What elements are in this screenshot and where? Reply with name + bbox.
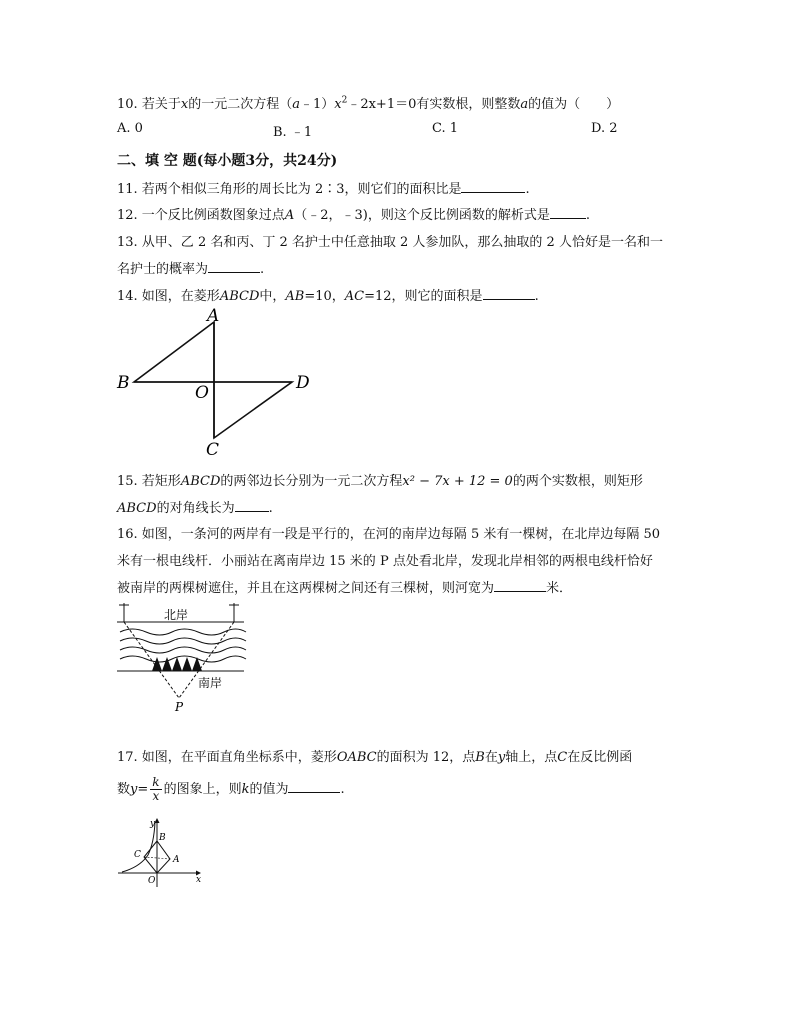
q16-answer-blank [494,579,546,592]
river-waves [120,629,246,662]
q17-text-d: 轴上，点 [505,750,558,765]
label-b: B [159,833,166,843]
label-o: O [195,383,209,403]
q10-number: 10. [117,97,138,112]
q17-line2 [117,776,345,803]
coordinate-figure [112,815,207,890]
q17-text-f: 数 [117,782,131,797]
q15-var2: ABCD [117,501,157,516]
q14-text-d: =12，则它的面积是 [364,289,483,304]
q17-text-a: 17. 如图，在平面直角坐标系中，菱形 [117,750,337,765]
q16-line3-text: 被南岸的两棵树遮住，并且在这两棵树之间还有三棵树，则河宽为 [117,581,495,596]
label-b: B [117,373,130,393]
q10-option-d: D. 2 [591,121,618,136]
q16-line1: 16. 如图，一条河的两岸有一段是平行的，在河的南岸边每隔 5 米有一棵树，在北岸边每隔 50 [117,527,661,542]
q14-var2: AB [285,289,305,304]
trees [152,657,202,671]
q10-text-b: 的一元二次方程（ [188,97,293,112]
label-x: x [196,875,202,885]
q10-stem [117,93,619,112]
q10-var-x: x [180,97,189,112]
q12-end: . [585,208,590,223]
q14-text-a: 14. 如图，在菱形 [117,289,220,304]
label-o: O [148,876,156,886]
q11-answer-blank [461,180,525,193]
q14-text-b: 中， [259,289,286,304]
q12-text-a: 12. 一个反比例函数图象过点 [117,208,285,223]
q17-var4: C [557,750,568,765]
fraction-numerator: k [152,775,160,789]
south-bank-label: 南岸 [198,676,223,690]
q17-text-c: 在 [484,750,498,765]
pole-left [119,603,129,622]
q12-text-b: （﹣2，﹣3)，则这个反比例函数的解析式是 [294,208,550,223]
q15-equation: x² − 7x + 12 = 0 [402,474,513,489]
fraction-denominator: x [152,789,160,803]
q17-text-b: 的面积为 12，点 [376,750,476,765]
q11-text: 11. 若两个相似三角形的周长比为 2∶3，则它们的面积比是 [117,182,462,197]
q13-line2-text: 名护士的概率为 [117,262,209,277]
q17-line1 [117,746,632,765]
q10-option-c: C. 1 [432,121,459,136]
q17-text-h: 的值为 [249,782,289,797]
rhombus-outline [134,322,292,438]
q10-text-c: ﹣1） [299,97,335,112]
river-figure [112,598,252,716]
rhombus-figure [110,305,320,460]
q14 [117,285,539,304]
q14-end: . [534,289,539,304]
q10-sup: 2 [341,95,348,106]
q13-answer-blank [208,260,260,273]
q16-line2: 米有一根电线杆．小丽站在离南岸边 15 米的 P 点处看北岸，发现北岸相邻的两根电线杆恰好 [117,554,653,569]
q14-var3: AC [344,289,365,304]
label-c: C [206,440,220,460]
section-heading: 二、填 空 题(每小题3分，共24分) [117,153,338,169]
q10-text-e: ﹣2x+1＝0有实数根，则整数 [347,97,521,112]
q10-text-a: 若关于 [141,97,181,112]
q15-text-a: 15. 若矩形 [117,474,181,489]
q17-end: . [340,782,345,797]
q12 [117,204,590,223]
q15-line1 [117,470,643,489]
q14-var1: ABCD [219,289,260,304]
q15-text-b: 的两邻边长分别为一元二次方程 [220,474,403,489]
q17-var2: B [475,750,485,765]
q17-var6: k [241,782,250,797]
q10-var-a: a [292,97,300,112]
q17-var1: OABC [336,750,377,765]
q17-answer-blank [288,780,340,793]
q16-line3 [117,577,572,596]
q15-text-c: 的两个实数根，则矩形 [512,474,643,489]
q15-text-d: 的对角线长为 [156,501,235,516]
q14-text-c: =10， [304,289,345,304]
q15-var1: ABCD [180,474,221,489]
point-p-label: P [175,700,184,714]
q16-end: 米． [546,581,573,596]
north-bank-label: 北岸 [164,608,189,622]
q17-text-g: 的图象上，则 [163,782,242,797]
pole-right [229,603,239,622]
q17-var5: y [130,782,138,797]
q12-var: A [284,208,295,223]
q11 [117,178,530,197]
q14-answer-blank [483,287,535,300]
q15-answer-blank [235,499,269,512]
label-c: C [134,850,141,860]
label-a: A [207,306,220,326]
q17-text-e: 在反比例函 [567,750,633,765]
q17-var3: y [497,750,506,765]
q10-text-d: x [334,97,342,112]
q13-line1: 13. 从甲、乙 2 名和丙、丁 2 名护士中任意抽取 2 人参加队，那么抽取的 2 人恰好是一名和一 [117,235,663,250]
q10-option-a: A. 0 [117,121,143,136]
q15-line2 [117,497,273,516]
label-y: y [150,819,156,829]
q17-eq: = [137,782,149,797]
q13-line2 [117,258,264,277]
q10-var-a2: a [520,97,529,112]
q17-fraction [150,776,161,803]
label-d: D [296,373,310,393]
q11-end: . [525,182,530,197]
q12-answer-blank [550,206,586,219]
q10-option-b: B. ﹣1 [273,125,313,140]
q15-end: . [268,501,273,516]
q10-text-f: 的值为（ ） [528,97,620,112]
label-a: A [173,855,180,865]
q13-end: . [260,262,265,277]
